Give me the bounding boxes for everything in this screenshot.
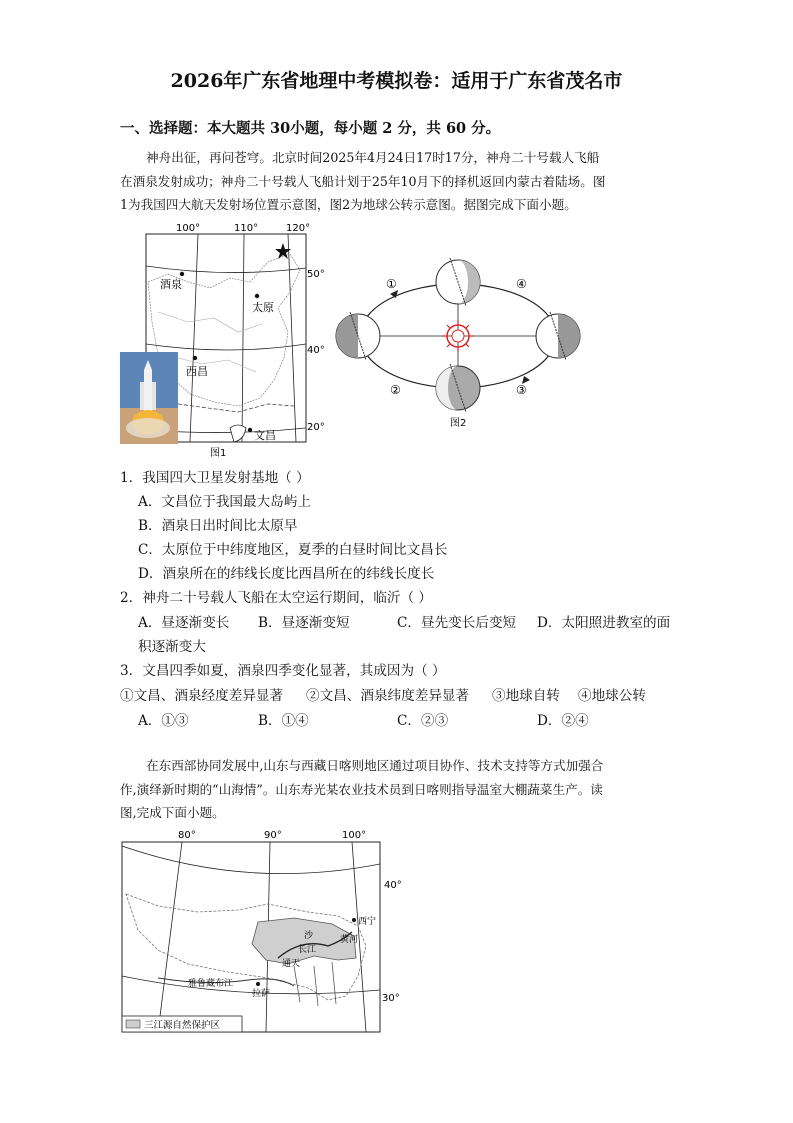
intro-paragraph-1 <box>120 146 680 217</box>
label-xichang: 西昌 <box>186 365 208 378</box>
label-wenchang: 文昌 <box>254 429 276 442</box>
q2-option-d-continued: 积逐渐变大 <box>138 639 206 655</box>
xichang-marker <box>193 356 197 360</box>
label-yangtze-river: 长江 <box>298 945 317 955</box>
q3-option-a[interactable]: A．①③ <box>138 713 189 729</box>
intro2-line3: 图,完成下面小题。 <box>120 805 225 820</box>
fig1-caption: 图1 <box>210 448 227 459</box>
intro1-line1: 神舟出征，再问苍穹。北京时间2025年4月24日17时17分，神舟二十号载人飞船 <box>146 150 600 165</box>
earth-right-icon <box>536 312 580 360</box>
fig1-lon-120: 120° <box>286 223 311 234</box>
fig1-lon-100: 100° <box>176 223 201 234</box>
earth-top-icon <box>436 258 480 306</box>
q3-statement-1: ①文昌、酒泉经度差异显著 <box>120 688 284 704</box>
fig1-lat-50: 50° <box>307 269 325 280</box>
wenchang-marker <box>248 428 252 432</box>
rocket-launch-photo <box>120 352 178 444</box>
q2-option-d[interactable]: D．太阳照进教室的面 <box>537 615 671 631</box>
q1-option-b[interactable]: B．酒泉日出时间比太原早 <box>138 518 298 534</box>
label-yarlung-tsangpo: 雅鲁藏布江 <box>188 979 234 989</box>
label-jiuquan: 酒泉 <box>160 278 182 291</box>
fig2-number-2: ② <box>390 383 401 397</box>
fig2-caption: 图2 <box>450 418 467 429</box>
fig3-lon-80: 80° <box>178 830 196 841</box>
fig3-legend-label: 三江源自然保护区 <box>144 1020 221 1031</box>
sun-icon <box>442 320 474 352</box>
intro1-line3: 1为我国四大航天发射场位置示意图，图2为地球公转示意图。据图完成下面小题。 <box>120 197 577 212</box>
fig1-lat-20: 20° <box>307 422 325 433</box>
intro-paragraph-2 <box>120 754 676 825</box>
earth-left-icon <box>336 312 380 360</box>
label-lhasa: 拉萨 <box>252 989 271 999</box>
section-heading: 一、选择题：本大题共 30小题，每小题 2 分，共 60 分。 <box>120 120 501 137</box>
page-title: 2026年广东省地理中考模拟卷：适用于广东省茂名市 <box>170 70 623 92</box>
intro2-line2: 作,演绎新时期的“山海情”。山东寿光某农业技术员到日喀则指导温室大棚蔬菜生产。读 <box>120 781 603 797</box>
intro2-line1: 在东西部协同发展中,山东与西藏日喀则地区通过项目协作、技术支持等方式加强合 <box>146 758 604 773</box>
q3-statement-3: ③地球自转 <box>492 688 560 704</box>
q3-option-c[interactable]: C．②③ <box>397 713 449 729</box>
q2-option-a[interactable]: A．昼逐渐变长 <box>138 615 230 631</box>
fig2-number-4: ④ <box>516 277 527 291</box>
fig3-lat-30: 30° <box>382 993 400 1004</box>
label-yellow-river: 黄河 <box>340 935 359 945</box>
q1-option-c[interactable]: C．太原位于中纬度地区，夏季的白昼时间比文昌长 <box>138 542 448 558</box>
q1-option-d[interactable]: D．酒泉所在的纬线长度比西昌所在的纬线长度长 <box>138 566 435 582</box>
taiyuan-marker <box>255 294 259 298</box>
fig3-lon-90: 90° <box>264 830 282 841</box>
jiuquan-marker <box>180 272 184 276</box>
figure-2-earth-revolution <box>330 250 592 432</box>
fig2-number-1: ① <box>386 277 397 291</box>
figure-3-tibet-map <box>118 826 408 1038</box>
fig3-legend <box>122 1016 242 1032</box>
question-1-stem: 1．我国四大卫星发射基地（ ） <box>120 470 310 486</box>
q3-statement-2: ②文昌、酒泉纬度差异显著 <box>306 688 470 704</box>
q3-statement-4: ④地球公转 <box>578 688 646 704</box>
fig3-lat-40: 40° <box>384 880 402 891</box>
question-3-stem: 3．文昌四季如夏，酒泉四季变化显著，其成因为（ ） <box>120 663 446 679</box>
q1-option-a[interactable]: A．文昌位于我国最大岛屿上 <box>138 494 311 510</box>
label-xining: 西宁 <box>358 917 377 927</box>
fig2-number-3: ③ <box>516 383 527 397</box>
question-2-stem: 2．神舟二十号载人飞船在太空运行期间，临沂（ ） <box>120 590 433 606</box>
earth-bottom-icon <box>436 364 480 412</box>
q3-option-b[interactable]: B．①④ <box>258 713 309 729</box>
label-taiyuan: 太原 <box>252 301 274 314</box>
label-sha: 沙 <box>304 931 314 941</box>
intro1-line2: 在酒泉发射成功；神舟二十号载人飞船计划于25年10月下的择机返回内蒙古着陆场。图 <box>120 173 606 189</box>
label-tongtian: 通天 <box>282 959 301 969</box>
figure-1-launch-site-map <box>118 222 333 460</box>
fig1-lon-110: 110° <box>234 223 259 234</box>
fig1-lat-40: 40° <box>307 345 325 356</box>
q3-option-d[interactable]: D．②④ <box>537 713 589 729</box>
fig3-lon-100: 100° <box>342 830 367 841</box>
q2-option-c[interactable]: C．昼先变长后变短 <box>397 615 517 631</box>
q2-option-b[interactable]: B．昼逐渐变短 <box>258 615 350 631</box>
